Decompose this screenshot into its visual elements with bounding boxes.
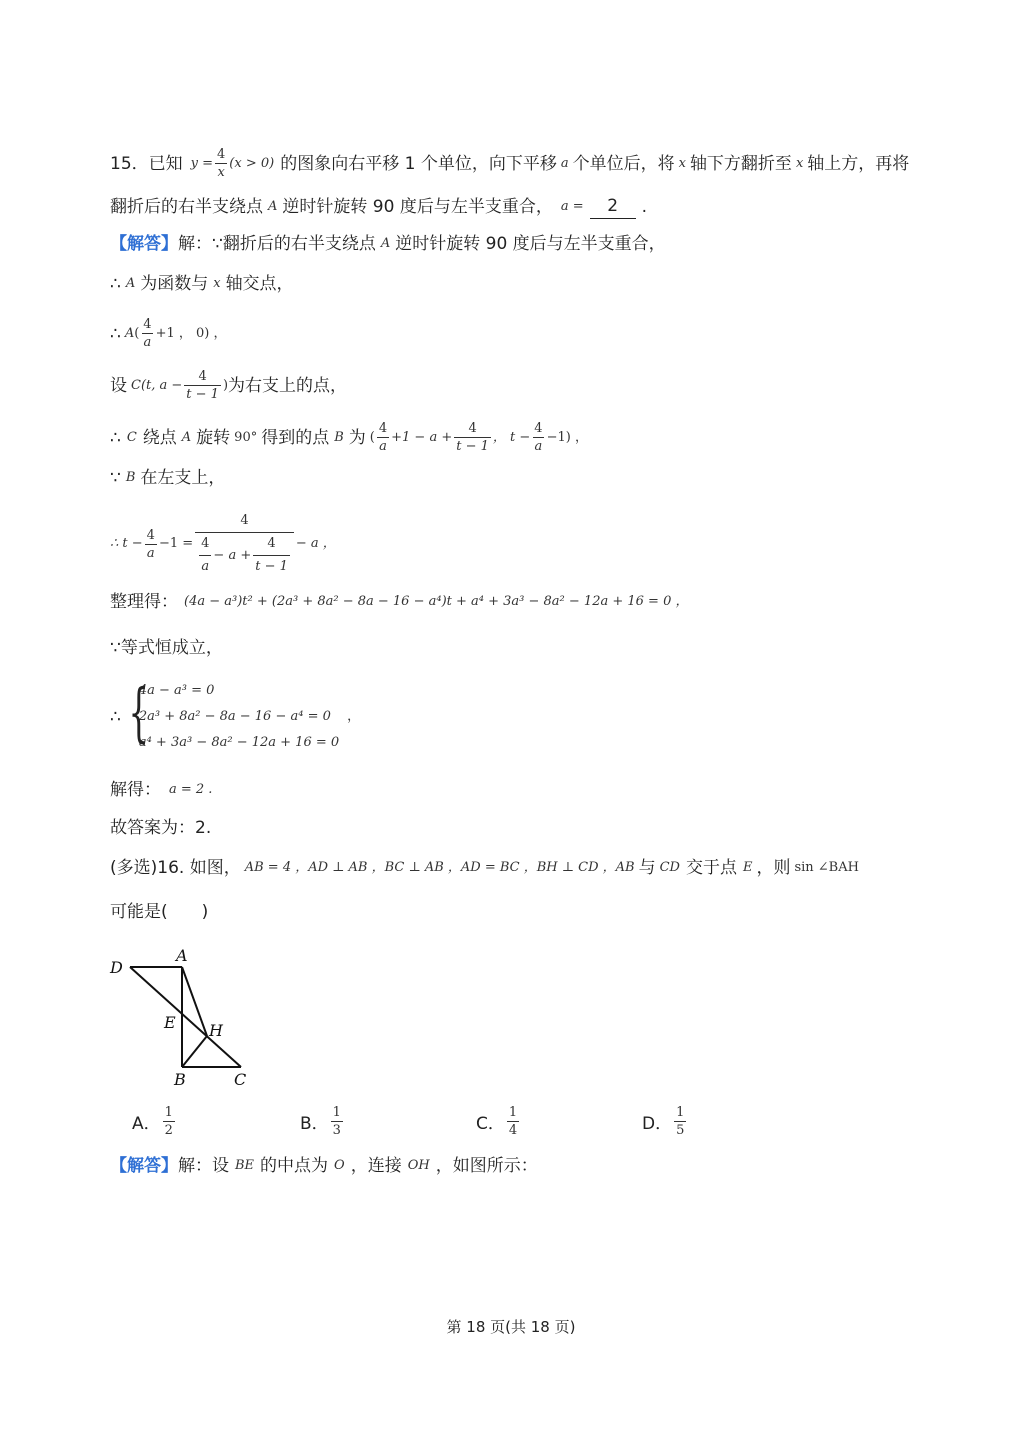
var-A: A [380,236,391,251]
q15-y-eq: y = [190,155,214,171]
frac-4-over-a: $\frac{4}{a}$ [146,527,155,561]
solution-tag: 【解答】 [110,1156,178,1176]
sol15-deg: 90° [234,429,258,445]
var-CD: CD [659,860,680,875]
q15-answer-blank: 2 [590,194,636,219]
var-x: x [213,276,221,291]
therefore: ∴ [110,707,121,727]
sol15-line3 [110,316,226,351]
page-footer: 第 18 页(共 18 页) [446,1318,576,1336]
q15-text1: 的图象向右平移 1 个单位，向下平移 [280,153,557,174]
sol15-line8 [110,590,688,614]
option-b[interactable] [300,1104,345,1139]
system-row: a⁴ + 3a³ − 8a² − 12a + 16 = 0 [138,735,340,750]
therefore: ∴ [110,274,121,294]
q15-number: 15．已知 [110,153,183,174]
frac-4-over-t-1: $\frac{4}{t - 1}$ [456,421,489,454]
option-fraction: $\frac{1}{3}$ [332,1105,341,1138]
sol15-expr8: − a ， [295,536,336,551]
q16-line2 [110,900,208,924]
var-OH: OH [407,1158,430,1173]
sol15-set: 设 [110,375,127,396]
q15-fraction: $\frac{4}{x}$ [217,147,226,180]
q16-sin: sin ∠BAH [794,860,859,875]
frac-4-over-t-1: $\frac{4}{t - 1}$ [253,533,290,578]
var-A: A [181,429,192,445]
paren: ) [222,377,229,393]
sol15-text1: 解：∵翻折后的右半支绕点 [178,234,376,254]
var-B: B [334,429,344,445]
label-H: H [209,1021,223,1040]
segment-DC [130,967,241,1067]
var-A: A [124,325,135,341]
sol15-text6: 绕点 [142,427,177,448]
paren: ( [134,325,140,341]
sol15-text11: ∵等式恒成立， [110,638,223,658]
q15-text5: 翻折后的右半支绕点 [110,196,263,217]
frac-4-over-t-1: $\frac{4}{t - 1}$ [186,369,219,402]
sol15-expr2: (t, a − [140,377,183,393]
sol15-line1 [110,232,666,256]
sol15-line5 [110,420,588,455]
because: ∵ [110,468,121,488]
sol15-line11 [110,778,212,802]
system-row: 4a − a³ = 0 [138,683,215,698]
var-E: E [742,860,753,875]
sol15-expr1: +1 ， 0) ， [155,325,227,341]
option-fraction: $\frac{1}{4}$ [508,1105,518,1138]
frac-4-over-a: $\frac{4}{a}$ [378,421,388,454]
q15-text2: 个单位后，将 [572,153,675,174]
sol15-line6 [110,466,225,490]
q15-text6: 逆时针旋转 90 度后与左半支重合， [282,196,553,217]
var-O: O [334,1158,345,1173]
sol15-line7 [110,510,336,578]
sol15-jiede: 解得： [110,780,161,800]
sol15-equation: (4a − a³)t² + (2a³ + 8a² − 8a − 16 − a⁴)t + a⁴ + 3a³ − 8a² − 12a + 16 = 0 ， [184,594,689,609]
sol15-expr7: −1 = [158,536,194,551]
var-C: C [126,429,137,445]
sol15-final-answer: 故答案为：2. [110,818,212,838]
option-letter: D． [642,1114,673,1134]
sol15-text4: 轴交点， [225,274,294,294]
q16-number: (多选)16. 如图， [110,858,241,878]
var-x: x [795,155,804,171]
sol15-system [110,678,360,756]
var-C: C [131,377,141,393]
sol15-text7: 旋转 [196,427,231,448]
label-E: E [164,1013,176,1032]
sol15-line2 [110,272,294,296]
sol16-text4: ，如图所示： [435,1156,538,1176]
sol16-text3: ，连接 [350,1156,402,1176]
q15-a-eq: a = [560,198,584,214]
geometry-figure [104,942,264,1092]
complex-fraction: 4 $\frac{4}{a}$ − a + $\frac{4}{t - 1}$ [195,510,294,578]
paren: ( [369,429,375,445]
sol15-text2: 逆时针旋转 90 度后与左半支重合， [395,234,666,254]
option-letter: A． [132,1114,161,1134]
system-row: 2a³ + 8a² − 8a − 16 − a⁴ = 0 [138,709,331,724]
sol16-text2: 的中点为 [260,1156,329,1176]
option-fraction: $\frac{1}{2}$ [164,1105,173,1138]
frac-4-over-a: $\frac{4}{a}$ [199,533,211,578]
var-a: a [560,155,569,171]
sol15-text9: 为 [348,427,366,448]
var-A: A [268,198,278,214]
equation-system [125,678,339,756]
q15-end: . [641,196,648,217]
sol15-zhengli: 整理得： [110,592,178,612]
option-d[interactable] [642,1104,688,1139]
option-fraction: $\frac{1}{5}$ [676,1105,685,1138]
q15-line1 [110,146,909,181]
label-D: D [110,958,123,977]
label-B: B [174,1070,186,1089]
q16-conditions: AB = 4 ，AD ⊥ AB ，BC ⊥ AB ，AD = BC ，BH ⊥ CD ，AB [244,860,635,875]
option-c[interactable] [476,1104,521,1139]
sol15-text5: 为右支上的点， [228,375,348,396]
q16-text4: 可能是( ) [110,902,209,922]
var-A: A [125,276,136,291]
frac-4-over-a: $\frac{4}{a}$ [143,317,152,350]
sol15-text10: 在左支上， [140,468,226,488]
label-C: C [234,1070,247,1089]
segment-BH [182,1036,207,1067]
sol15-line4 [110,368,347,403]
q15-text3: 轴下方翻折至 [689,153,792,174]
sol15-expr5: −1) ， [546,429,588,445]
sol16-text1: 解：设 [178,1156,229,1176]
q16-text3: ，则 [756,858,791,878]
option-letter: B． [300,1114,329,1134]
sol15-result: a = 2 . [169,782,213,797]
therefore: ∴ [110,323,121,344]
option-letter: C． [476,1114,505,1134]
frac-4-over-a: $\frac{4}{a}$ [534,421,543,454]
label-A: A [176,946,188,965]
sol15-line9 [110,636,223,660]
sol15-expr4: ， t − [492,429,531,445]
q16-line1 [110,856,859,880]
sol16-line1 [110,1154,538,1178]
q15-condition: (x > 0) [229,155,275,171]
q16-text1: 与 [638,858,656,878]
var-B: B [125,470,136,485]
solution-tag: 【解答】 [110,234,178,254]
sol15-expr3: +1 − a + [391,429,453,445]
left-brace: { [128,676,149,750]
sol15-line12 [110,816,211,840]
therefore: ∴ [110,427,121,448]
var-x: x [678,155,686,171]
sol15-expr6: ∴ t − [110,536,143,551]
comma: ， [347,709,361,724]
q15-text4: 轴上方，再将 [807,153,910,174]
option-a[interactable] [132,1104,177,1139]
var-BE: BE [235,1158,255,1173]
q16-text2: 交于点 [685,858,737,878]
sol15-text8: 得到的点 [261,427,330,448]
sol15-text3: 为函数与 [140,274,209,294]
q15-line2 [110,194,647,219]
